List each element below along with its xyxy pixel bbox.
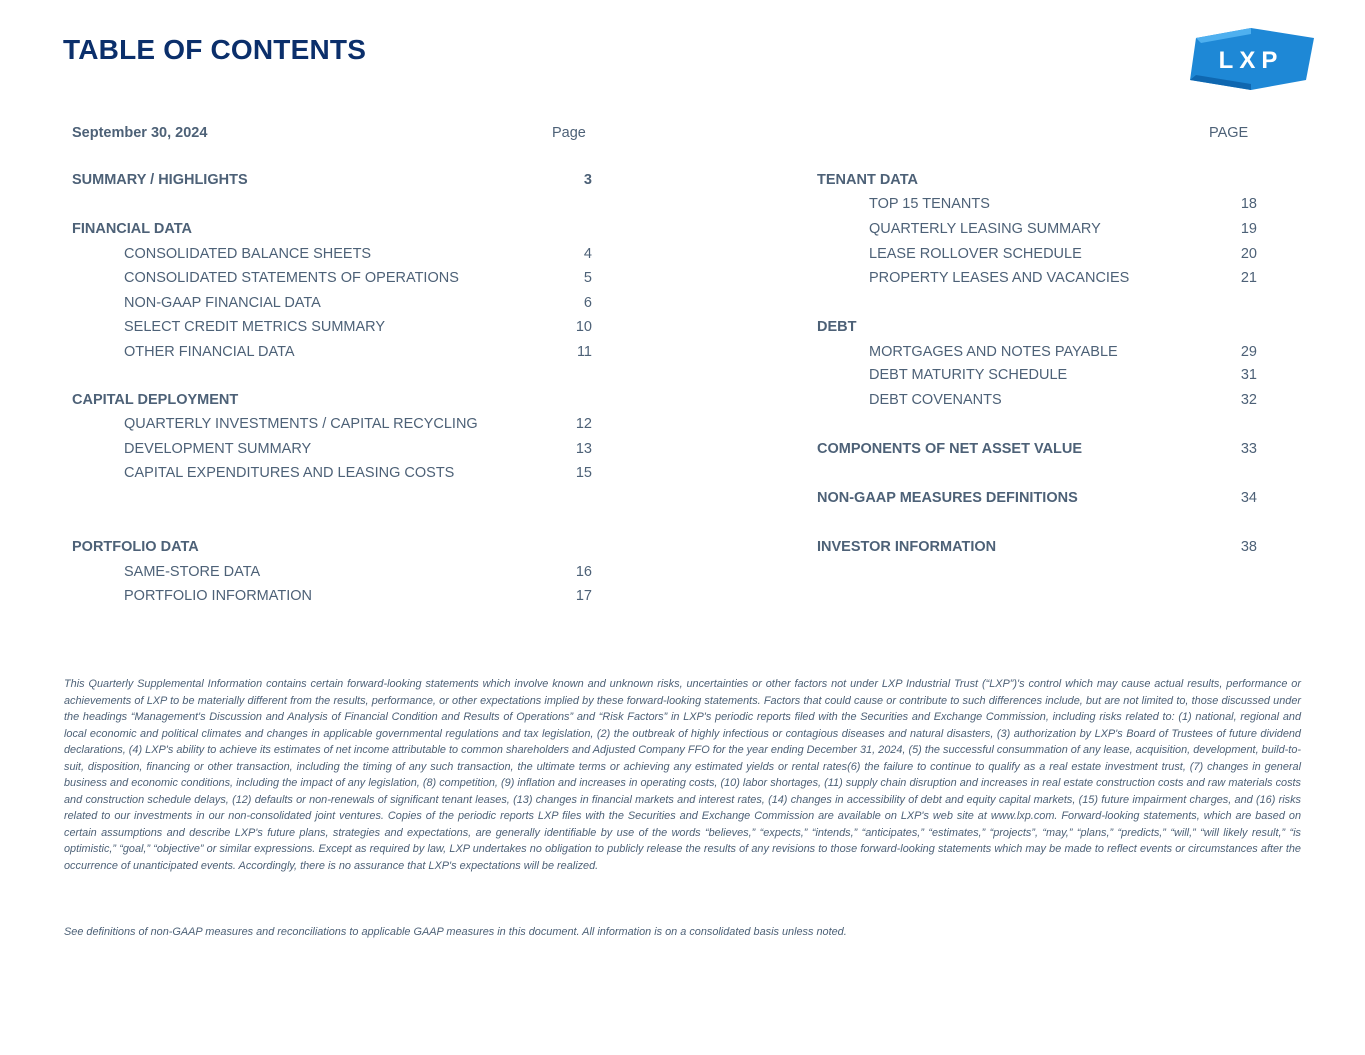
- toc-label: CONSOLIDATED STATEMENTS OF OPERATIONS: [124, 270, 459, 286]
- toc-label: DEBT COVENANTS: [869, 392, 1002, 408]
- toc-page: 16: [575, 564, 592, 580]
- toc-page: 3: [583, 172, 592, 188]
- toc-entry-balance-sheets[interactable]: [124, 243, 592, 265]
- right-page-header: PAGE: [1209, 125, 1249, 141]
- toc-section-capital-deployment: [72, 389, 592, 411]
- toc-entry-net-asset-value[interactable]: [817, 438, 1257, 460]
- toc-section-tenant-data: [817, 169, 1257, 191]
- toc-page: 32: [1240, 392, 1257, 408]
- toc-page: 13: [575, 441, 592, 457]
- toc-label: PORTFOLIO DATA: [72, 539, 199, 555]
- toc-page: 10: [575, 319, 592, 335]
- toc-entry-debt-maturity-schedule[interactable]: [869, 364, 1257, 386]
- toc-page: 21: [1240, 270, 1257, 286]
- toc-label: OTHER FINANCIAL DATA: [124, 344, 295, 360]
- toc-entry-same-store-data[interactable]: [124, 561, 592, 583]
- toc-label: SUMMARY / HIGHLIGHTS: [72, 172, 248, 188]
- toc-label: LEASE ROLLOVER SCHEDULE: [869, 246, 1082, 262]
- toc-label: INVESTOR INFORMATION: [817, 539, 997, 555]
- toc-page: 31: [1240, 367, 1257, 383]
- toc-entry-debt-covenants[interactable]: [869, 389, 1257, 411]
- toc-page: 19: [1240, 221, 1257, 237]
- lxp-logo: [1188, 28, 1314, 90]
- toc-page: 12: [575, 416, 592, 432]
- toc-page: 20: [1240, 246, 1257, 262]
- toc-page: 17: [575, 588, 592, 604]
- non-gaap-note: See definitions of non-GAAP measures and reconciliations to applicable GAAP measures in this document. All information is on a consolidated basis unless noted.: [64, 926, 847, 938]
- toc-label: PROPERTY LEASES AND VACANCIES: [869, 270, 1130, 286]
- toc-page: 38: [1240, 539, 1257, 555]
- toc-entry-mortgages-notes-payable[interactable]: [869, 341, 1257, 363]
- toc-entry-non-gaap-financial-data[interactable]: [124, 292, 592, 314]
- toc-entry-non-gaap-definitions[interactable]: [817, 487, 1257, 509]
- toc-page: 18: [1240, 196, 1257, 212]
- toc-label: TENANT DATA: [817, 172, 918, 188]
- toc-entry-capital-expenditures[interactable]: [124, 462, 592, 484]
- toc-label: CONSOLIDATED BALANCE SHEETS: [124, 246, 372, 262]
- toc-label: QUARTERLY LEASING SUMMARY: [869, 221, 1101, 237]
- toc-label: CAPITAL EXPENDITURES AND LEASING COSTS: [124, 465, 455, 481]
- toc-entry-portfolio-information[interactable]: [124, 585, 592, 607]
- toc-entry-summary-highlights[interactable]: [72, 169, 592, 191]
- toc-label: FINANCIAL DATA: [72, 221, 193, 237]
- toc-label: SELECT CREDIT METRICS SUMMARY: [124, 319, 386, 335]
- toc-section-debt: [817, 316, 1257, 338]
- toc-label: NON-GAAP FINANCIAL DATA: [124, 295, 321, 311]
- toc-label: SAME-STORE DATA: [124, 564, 261, 580]
- toc-entry-quarterly-leasing-summary[interactable]: [869, 218, 1257, 240]
- toc-label: QUARTERLY INVESTMENTS / CAPITAL RECYCLING: [124, 416, 478, 432]
- toc-label: COMPONENTS OF NET ASSET VALUE: [817, 441, 1083, 457]
- toc-entry-lease-rollover-schedule[interactable]: [869, 243, 1257, 265]
- toc-page: 33: [1240, 441, 1257, 457]
- forward-looking-disclaimer: This Quarterly Supplemental Information contains certain forward-looking statements which involve known and unknown risks, uncertainties or other factors not under LXP Industrial Trust (“LXP”)'s control which may cause actual results, performance or achievements of LXP to be materially different from the results, performance, or other expectations implied by these forward-looking statements. Factors that could cause or contribute to such differences include, but are not limited to, those discussed under the headings “Management's Discussion and Analysis of Financial Condition and Results of Operations” and “Risk Factors” in LXP's periodic reports filed with the Securities and Exchange Commission, including risks related to: (1) national, regional and local economic and political climates and changes in applicable governmental regulations and tax legislation, (2) the outbreak of highly infectious or contagious diseases and natural disasters, (3) authorization by LXP's Board of Trustees of future dividend declarations, (4) LXP's ability to achieve its estimates of net income attributable to common shareholders and Adjusted Company FFO for the year ending December 31, 2024, (5) the successful consummation of any lease, acquisition, development, build-to-suit, disposition, financing or other transaction, including the timing of any such transaction, the ultimate terms or achieving any estimated yields or rental rates(6) the failure to continue to qualify as a real estate investment trust, (7) changes in general business and economic conditions, including the impact of any legislation, (8) competition, (9) inflation and increases in operating costs, (10) labor shortages, (11) supply chain disruption and increases in real estate construction costs and raw materials costs and construction schedule delays, (12) defaults or non-renewals of significant tenant leases, (13) changes in financial markets and interest rates, (14) changes in accessibility of debt and equity capital markets, (15) future impairment charges, and (16) risks related to our investments in our non-consolidated joint ventures. Copies of the periodic reports LXP files with the Securities and Exchange Commission are available on LXP's web site at www.lxp.com. Forward-looking statements, which are based on certain assumptions and describe LXP's future plans, strategies and expectations, are generally identifiable by use of the words “believes,” “expects,” “intends,” “anticipates,” “estimates,” “projects”, “may,” “plans,” “predicts,” “will,” “will likely result,” “is optimistic,” “goal,” “objective” or similar expressions. Except as required by law, LXP undertakes no obligation to publicly release the results of any revisions to those forward-looking statements which may be made to reflect events or circumstances after the occurrence of unanticipated events. Accordingly, there is no assurance that LXP's expectations will be realized.: [64, 678, 1301, 872]
- toc-label: TOP 15 TENANTS: [869, 196, 990, 212]
- toc-label: NON-GAAP MEASURES DEFINITIONS: [817, 490, 1078, 506]
- toc-page: 5: [583, 270, 592, 286]
- left-page-header: Page: [552, 125, 586, 141]
- toc-entry-development-summary[interactable]: [124, 438, 592, 460]
- toc-page: 6: [583, 295, 592, 311]
- toc-entry-credit-metrics[interactable]: [124, 316, 592, 338]
- toc-entry-property-leases[interactable]: [869, 267, 1257, 289]
- toc-label: DEBT MATURITY SCHEDULE: [869, 367, 1068, 383]
- toc-label: DEVELOPMENT SUMMARY: [124, 441, 312, 457]
- toc-label: CAPITAL DEPLOYMENT: [72, 392, 239, 408]
- toc-entry-quarterly-investments[interactable]: [124, 413, 592, 435]
- toc-page: 34: [1240, 490, 1257, 506]
- toc-section-financial-data: [72, 218, 592, 240]
- page-title: TABLE OF CONTENTS: [63, 34, 367, 65]
- toc-page: 15: [575, 465, 592, 481]
- toc-label: DEBT: [817, 319, 857, 335]
- toc-page: 29: [1240, 344, 1257, 360]
- toc-entry-top-15-tenants[interactable]: [869, 193, 1257, 215]
- toc-page: 4: [583, 246, 592, 262]
- toc-entry-statements-of-operations[interactable]: [124, 267, 592, 289]
- toc-page: 11: [576, 344, 592, 360]
- toc-entry-other-financial-data[interactable]: [124, 341, 592, 363]
- date-label: September 30, 2024: [72, 125, 208, 141]
- toc-section-portfolio-data: [72, 536, 592, 558]
- toc-label: PORTFOLIO INFORMATION: [124, 588, 312, 604]
- toc-label: MORTGAGES AND NOTES PAYABLE: [869, 344, 1118, 360]
- logo-text: LXP: [1218, 47, 1284, 74]
- toc-entry-investor-information[interactable]: [817, 536, 1257, 558]
